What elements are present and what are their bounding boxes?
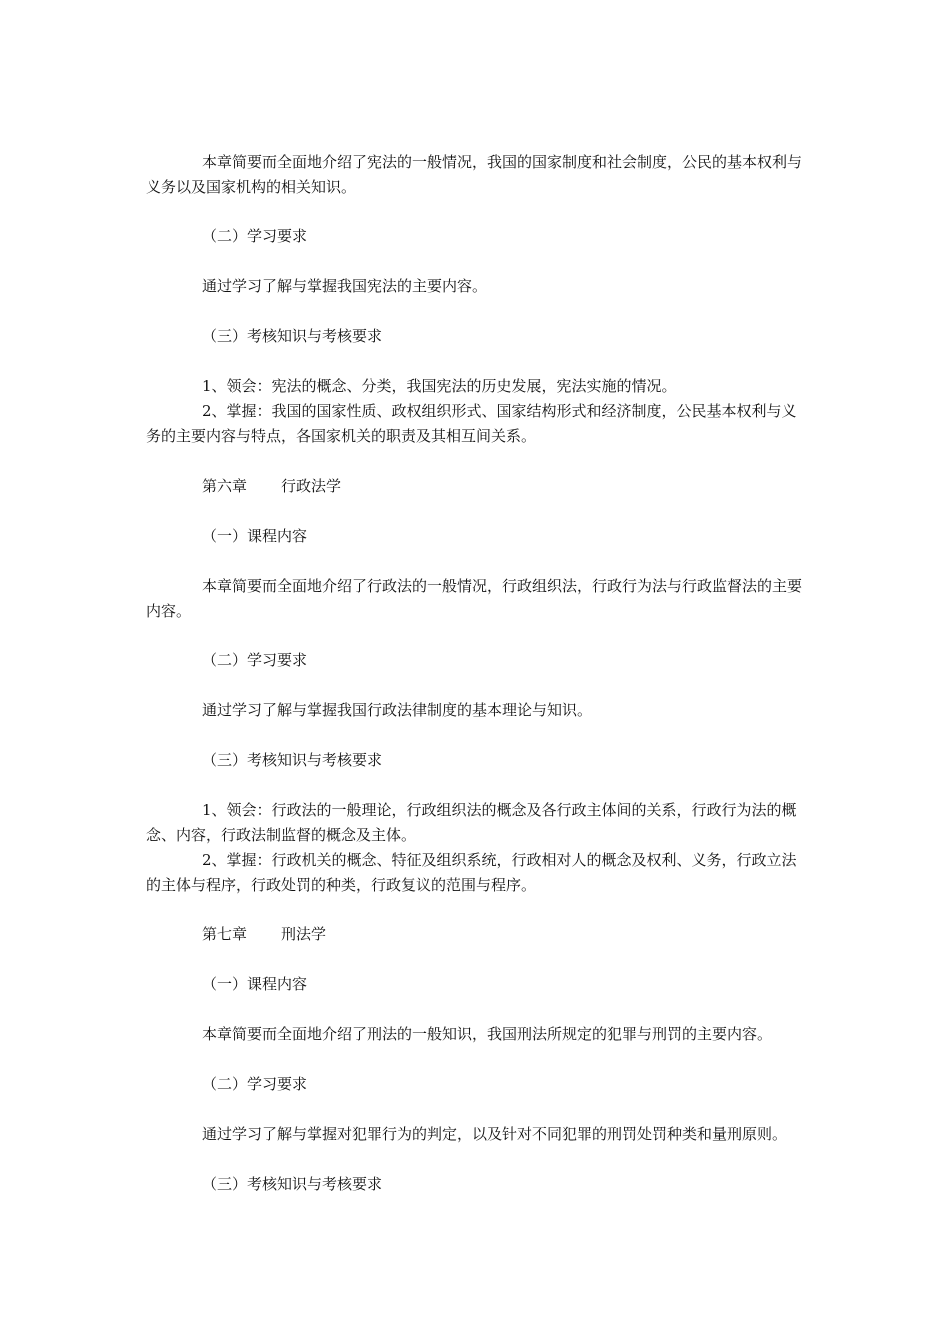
section-heading-study-requirements: （二）学习要求 (202, 227, 308, 245)
paragraph-admin-master: 2、掌握：行政机关的概念、特征及组织系统，行政相对人的概念及权利、义务，行政立法的主体与程序，行政处罚的种类，行政复议的范围与程序。 (146, 851, 797, 894)
chapter-number: 第七章 (202, 925, 248, 943)
paragraph-constitution-intro: 本章简要而全面地介绍了宪法的一般情况，我国的国家制度和社会制度，公民的基本权利与义务以及国家机构的相关知识。 (146, 153, 803, 196)
paragraph-admin-understand: 1、领会：行政法的一般理论，行政组织法的概念及各行政主体间的关系，行政行为法的概念、内容，行政法制监督的概念及主体。 (146, 801, 797, 844)
paragraph-constitution-study: 通过学习了解与掌握我国宪法的主要内容。 (202, 277, 488, 295)
section-heading-study-requirements: （二）学习要求 (202, 1075, 308, 1093)
section-heading-course-content: （一）课程内容 (202, 527, 308, 545)
chapter-heading-seven (202, 922, 802, 947)
chapter-title: 刑法学 (281, 925, 327, 943)
paragraph-constitution-master: 2、掌握：我国的国家性质、政权组织形式、国家结构形式和经济制度，公民基本权利与义务的主要内容与特点，各国家机关的职责及其相互间关系。 (146, 402, 797, 445)
chapter-heading-six (202, 474, 802, 499)
section-heading-assessment: （三）考核知识与考核要求 (202, 751, 383, 769)
section-heading-assessment: （三）考核知识与考核要求 (202, 327, 383, 345)
paragraph-criminal-study: 通过学习了解与掌握对犯罪行为的判定，以及针对不同犯罪的刑罚处罚种类和量刑原则。 (202, 1125, 788, 1143)
paragraph-admin-study: 通过学习了解与掌握我国行政法律制度的基本理论与知识。 (202, 701, 593, 719)
chapter-title: 行政法学 (281, 477, 342, 495)
section-heading-course-content: （一）课程内容 (202, 975, 308, 993)
chapter-number: 第六章 (202, 477, 248, 495)
section-heading-assessment: （三）考核知识与考核要求 (202, 1175, 383, 1193)
section-heading-study-requirements: （二）学习要求 (202, 651, 308, 669)
paragraph-criminal-intro: 本章简要而全面地介绍了刑法的一般知识，我国刑法所规定的犯罪与刑罚的主要内容。 (202, 1025, 773, 1043)
paragraph-constitution-understand: 1、领会：宪法的概念、分类，我国宪法的历史发展，宪法实施的情况。 (202, 377, 677, 395)
paragraph-admin-intro: 本章简要而全面地介绍了行政法的一般情况，行政组织法，行政行为法与行政监督法的主要内容。 (146, 577, 803, 620)
